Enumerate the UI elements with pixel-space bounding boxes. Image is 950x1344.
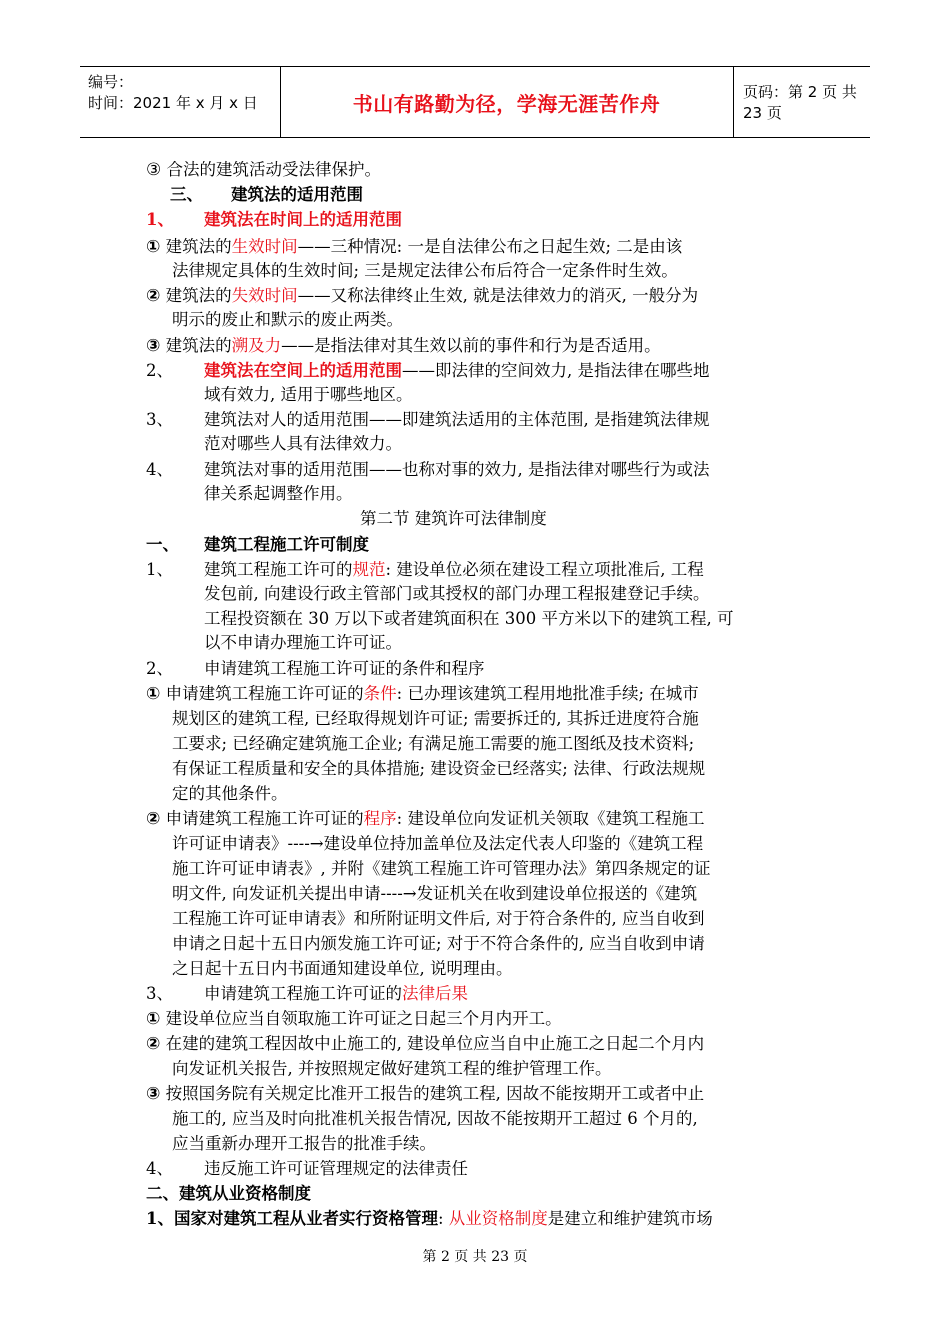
subsection-heading: 1、 建筑法在时间上的适用范围 [146, 210, 402, 229]
body-line: 定的其他条件。 [172, 784, 288, 803]
page-footer: 第 2 页 共 23 页 [422, 1249, 528, 1265]
body-line: 4、 违反施工许可证管理规定的法律责任 [146, 1159, 468, 1178]
chapter-section-title: 第二节 建筑许可法律制度 [360, 509, 547, 528]
body-line: ② 建筑法的失效时间——又称法律终止生效, 就是法律效力的消灭, 一般分为 [146, 286, 699, 306]
body-line: ① 申请建筑工程施工许可证的条件: 已办理该建筑工程用地批准手续; 在城市 [146, 684, 699, 704]
section-heading: 一、 建筑工程施工许可制度 [146, 535, 369, 554]
body-line: 以不申请办理施工许可证。 [204, 633, 402, 652]
body-line: 律关系起调整作用。 [204, 484, 353, 503]
body-line: 工程投资额在 30 万以下或者建筑面积在 300 平方米以下的建筑工程, 可 [204, 609, 734, 628]
header-meta-cell [80, 67, 281, 137]
body-line: 3、 建筑法对人的适用范围——即建筑法适用的主体范围, 是指建筑法律规 [146, 410, 710, 429]
body-line: 有保证工程质量和安全的具体措施; 建设资金已经落实; 法律、行政法规规 [172, 759, 706, 778]
body-line: 范对哪些人具有法律效力。 [204, 434, 402, 453]
body-line: ② 申请建筑工程施工许可证的程序: 建设单位向发证机关领取《建筑工程施工 [146, 809, 705, 829]
body-line: 许可证申请表》----→建设单位持加盖单位及法定代表人印鉴的《建筑工程 [172, 834, 704, 853]
header-time-label: 时间：2021 年 x 月 x 日 [88, 94, 258, 112]
body-line: 应当重新办理开工报告的批准手续。 [172, 1134, 436, 1153]
body-line: 施工的, 应当及时向批准机关报告情况, 因故不能按期开工超过 6 个月的, [172, 1109, 698, 1128]
header-motto: 书山有路勤为径，学海无涯苦作舟 [352, 91, 661, 116]
page-header-table [80, 66, 870, 138]
body-line: ③ 按照国务院有关规定比准开工报告的建筑工程, 因故不能按期开工或者中止 [146, 1084, 705, 1104]
body-line: 工要求; 已经确定建筑施工企业; 有满足施工需要的施工图纸及技术资料; [172, 734, 695, 753]
header-motto-cell [280, 67, 734, 137]
body-line: 工程施工许可证申请表》和所附证明文件后, 对于符合条件的, 应当自收到 [172, 909, 705, 928]
body-line: 规划区的建筑工程, 已经取得规划许可证; 需要拆迁的, 其拆迁进度符合施 [172, 709, 699, 728]
header-page-label: 页码：第 2 页 共 23 页 [743, 83, 857, 122]
body-line: 明文件, 向发证机关提出申请----→发证机关在收到建设单位报送的《建筑 [172, 884, 698, 903]
body-line: 发包前, 向建设行政主管部门或其授权的部门办理工程报建登记手续。 [204, 584, 710, 603]
body-line: 1、 建筑工程施工许可的规范: 建设单位必须在建设工程立项批准后, 工程 [146, 560, 704, 579]
body-line: 施工许可证申请表》, 并附《建筑工程施工许可管理办法》第四条规定的证 [172, 859, 711, 878]
section-heading: 二、建筑从业资格制度 [146, 1184, 311, 1203]
body-line: 明示的废止和默示的废止两类。 [172, 310, 403, 329]
body-line: ① 建设单位应当自领取施工许可证之日起三个月内开工。 [146, 1009, 562, 1029]
body-line: 向发证机关报告, 并按照规定做好建筑工程的维护管理工作。 [172, 1059, 612, 1078]
body-line: 法律规定具体的生效时间; 三是规定法律公布后符合一定条件时生效。 [172, 261, 678, 280]
section-heading: 三、 建筑法的适用范围 [170, 185, 363, 204]
body-line: ① 建筑法的生效时间——三种情况: 一是自法律公布之日起生效; 二是由该 [146, 237, 683, 257]
body-line: ③ 合法的建筑活动受法律保护。 [146, 160, 381, 180]
body-line: 4、 建筑法对事的适用范围——也称对事的效力, 是指法律对哪些行为或法 [146, 460, 710, 479]
body-line: 3、 申请建筑工程施工许可证的法律后果 [146, 984, 468, 1003]
body-line: 1、国家对建筑工程从业者实行资格管理: 从业资格制度是建立和维护建筑市场 [146, 1209, 713, 1228]
body-line: 域有效力, 适用于哪些地区。 [204, 385, 413, 404]
header-page-cell [733, 67, 870, 137]
header-number-label: 编号： [88, 73, 134, 91]
body-line: 2、 建筑法在空间上的适用范围——即法律的空间效力, 是指法律在哪些地 [146, 361, 710, 380]
body-line: ② 在建的建筑工程因故中止施工的, 建设单位应当自中止施工之日起二个月内 [146, 1034, 705, 1054]
body-line: 申请之日起十五日内颁发施工许可证; 对于不符合条件的, 应当自收到申请 [172, 934, 705, 953]
body-line: 之日起十五日内书面通知建设单位, 说明理由。 [172, 959, 513, 978]
body-line: ③ 建筑法的溯及力——是指法律对其生效以前的事件和行为是否适用。 [146, 336, 661, 356]
body-line: 2、 申请建筑工程施工许可证的条件和程序 [146, 659, 485, 678]
